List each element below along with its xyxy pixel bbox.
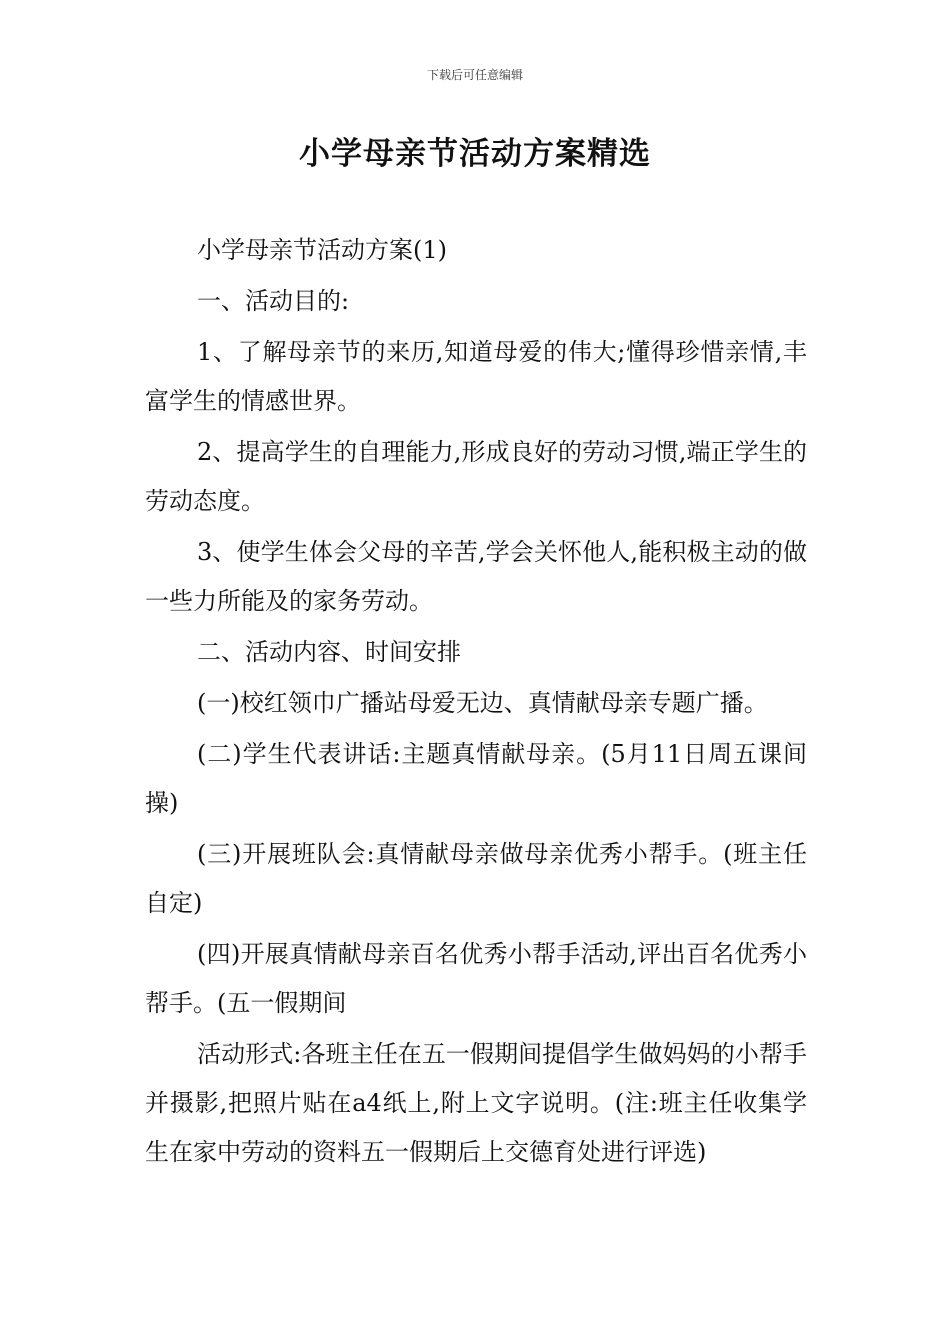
paragraph-content-3: (三)开展班队会:真情献母亲做母亲优秀小帮手。(班主任自定) [145,840,807,917]
paragraph-content-2: (二)学生代表讲话:主题真情献母亲。(5月11日周五课间操) [145,740,807,817]
paragraph-purpose-1: 1、了解母亲节的来历,知道母爱的伟大;懂得珍惜亲情,丰富学生的情感世界。 [145,338,807,415]
paragraph-content-4: (四)开展真情献母亲百名优秀小帮手活动,评出百名优秀小帮手。(五一假期间 [145,940,807,1017]
document-body [145,226,807,1179]
paragraph-purpose-2: 2、提高学生的自理能力,形成良好的劳动习惯,端正学生的劳动态度。 [145,438,807,515]
paragraph-purpose-heading: 一、活动目的: [197,287,350,315]
paragraph-activity-form: 活动形式:各班主任在五一假期间提倡学生做妈妈的小帮手并摄影,把照片贴在a4纸上,附上文字说明。(注:班主任收集学生在家中劳动的资料五一假期后上交德育处进行评选) [145,1040,807,1166]
paragraph-purpose-3: 3、使学生体会父母的辛苦,学会关怀他人,能积极主动的做一些力所能及的家务劳动。 [145,538,807,615]
document-title: 小学母亲节活动方案精选 [299,136,651,172]
header-note: 下载后可任意编辑 [426,68,523,82]
paragraph-content-1: (一)校红领巾广播站母爱无边、真情献母亲专题广播。 [197,689,768,717]
paragraph-content-heading: 二、活动内容、时间安排 [197,638,461,666]
paragraph-section-heading: 小学母亲节活动方案(1) [197,236,447,264]
